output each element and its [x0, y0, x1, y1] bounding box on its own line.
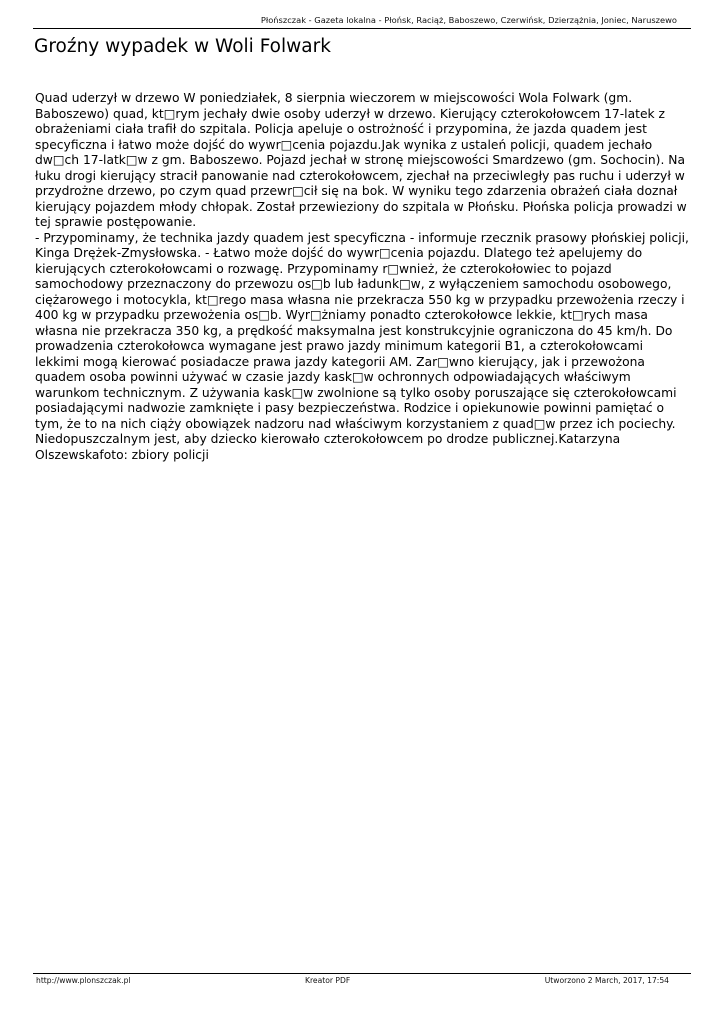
header-divider — [33, 28, 691, 29]
page-header: Płońszczak - Gazeta lokalna - Płońsk, Raciąż, Baboszewo, Czerwińsk, Dzierzążnia, Joniec, Naruszewo — [260, 15, 677, 25]
footer-created-date: Utworzono 2 March, 2017, 17:54 — [544, 976, 669, 985]
article-body — [35, 91, 690, 463]
footer-divider — [33, 973, 691, 974]
article-paragraph-1: Quad uderzył w drzewo W poniedziałek, 8 sierpnia wieczorem w miejscowości Wola Folwark (gm. Baboszewo) quad, kt□rym jechały dwie osoby uderzył w drzewo. Kierujący czterokołowcem 17-latek z obrażeniami ciała trafił do szpitala. Policja apeluje o ostrożność i przypomina, że jazda quadem jest specyficzna i łatwo może dojść do wywr□cenia pojazdu.Jak wynika z ustaleń policji, quadem jechało dw□ch 17-latk□w z gm. Baboszewo. Pojazd jechał w stronę miejscowości Smardzewo (gm. Sochocin). Na łuku drogi kierujący stracił panowanie nad czterokołowcem, zjechał na przeciwległy pas ruchu i uderzył w przydrożne drzewo, po czym quad przewr□cił się na bok. W wyniku tego zdarzenia obrażeń ciała doznał kierujący pojazdem młody chłopak. Został przewieziony do szpitala w Płońsku. Płońska policja prowadzi w tej sprawie postępowanie. — [35, 91, 687, 229]
footer-generator: Kreator PDF — [305, 976, 351, 985]
article-title: Groźny wypadek w Woli Folwark — [34, 36, 331, 57]
footer-url-link[interactable]: http://www.plonszczak.pl — [36, 976, 131, 985]
article-paragraph-2: - Przypominamy, że technika jazdy quadem jest specyficzna - informuje rzecznik prasowy płońskiej policji, Kinga Drężek-Zmysłowska. - Łatwo może dojść do wywr□cenia pojazdu. Dlatego też apelujemy do kierujących czterokołowcami o rozwagę. Przypominamy r□wnież, że czterokołowiec to pojazd samochodowy przeznaczony do przewozu os□b lub ładunk□w, z wyłączeniem samochodu osobowego, ciężarowego i motocykla, kt□rego masa własna nie przekracza 550 kg w przypadku przewożenia rzeczy i 400 kg w przypadku przewożenia os□b. Wyr□żniamy ponadto czterokołowce lekkie, kt□rych masa własna nie przekracza 350 kg, a prędkość maksymalna jest konstrukcyjnie ograniczona do 45 km/h. Do prowadzenia czterokołowca wymagane jest prawo jazdy minimum kategorii B1, a czterokołowcami lekkimi mogą kierować posiadacze prawa jazdy kategorii AM. Zar□wno kierujący, jak i przewożona quadem osoba powinni używać w czasie jazdy kask□w ochronnych odpowiadających właściwym warunkom technicznym. Z używania kask□w zwolnione są tylko osoby poruszające się czterokołowcami posiadającymi nadwozie zamknięte i pasy bezpieczeństwa. Rodzice i opiekunowie powinni pamiętać o tym, że to na nich ciąży obowiązek nadzoru nad właściwym korzystaniem z quad□w przez ich pociechy. Niedopuszczalnym jest, aby dziecko kierowało czterokołowcem po drodze publicznej.Katarzyna Olszewskafoto: zbiory policji — [35, 230, 689, 462]
